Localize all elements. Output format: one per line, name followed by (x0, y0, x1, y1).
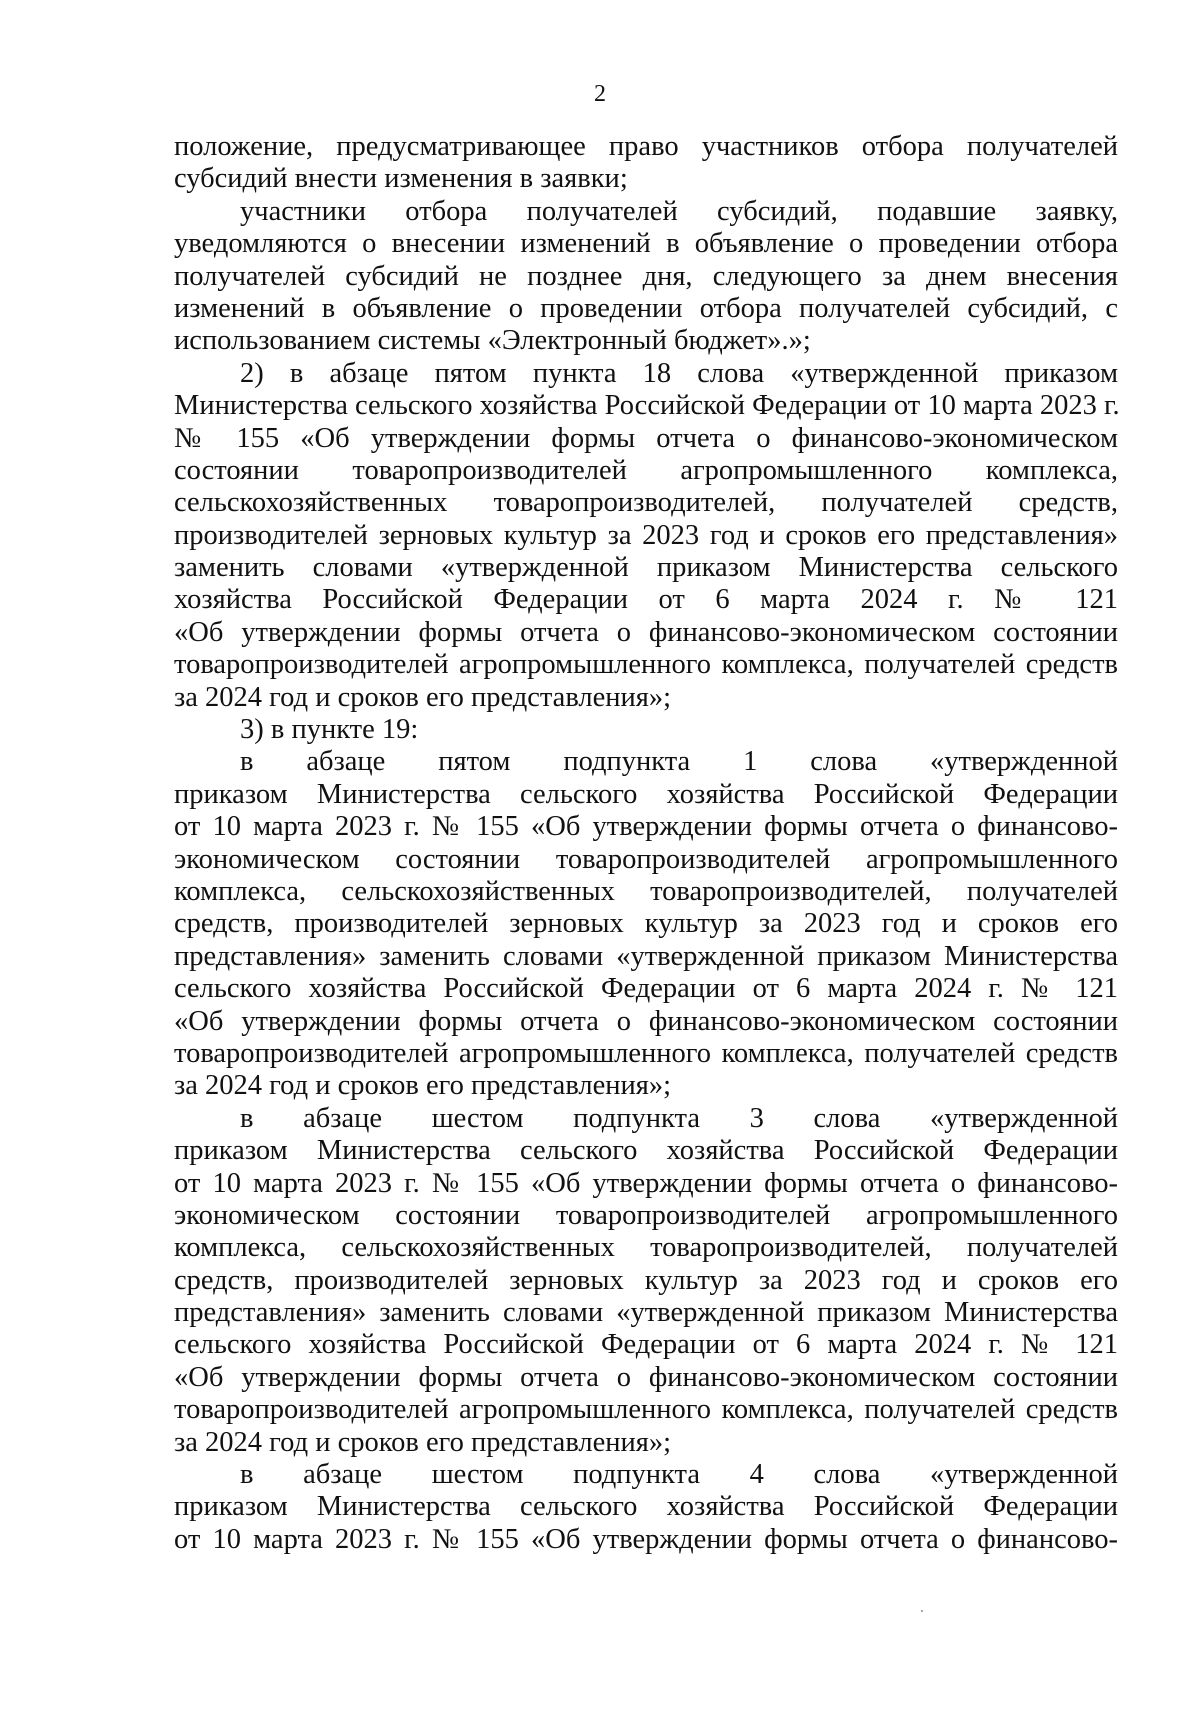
text-line: участники отбора получателей субсидий, подавшие заявку, (240, 195, 1118, 227)
text-line: в абзаце шестом подпункта 4 слова «утвержденной (240, 1459, 1118, 1491)
paragraph (174, 746, 1118, 1102)
text-line: Министерства сельского хозяйства Российской Федерации от 10 марта 2023 г. (174, 390, 1120, 422)
text-line: субсидий внести изменения в заявки; (174, 163, 628, 195)
text-line: сельского хозяйства Российской Федерации от 6 марта 2024 г. № 121 (174, 973, 1118, 1005)
document-body (174, 131, 1118, 1556)
text-line: уведомляются о внесении изменений в объявление о проведении отбора (174, 228, 1118, 260)
text-line: получателей субсидий не позднее дня, следующего за днем внесения (174, 260, 1118, 292)
text-line: сельскохозяйственных товаропроизводителей, получателей средств, (174, 487, 1118, 519)
text-line: сельского хозяйства Российской Федерации от 6 марта 2024 г. № 121 (174, 1329, 1118, 1361)
text-line: приказом Министерства сельского хозяйства Российской Федерации (174, 1135, 1118, 1167)
text-line: хозяйства Российской Федерации от 6 марта 2024 г. № 121 (174, 584, 1118, 616)
text-line: экономическом состоянии товаропроизводителей агропромышленного (174, 843, 1118, 875)
paragraph (174, 714, 1118, 746)
text-line: приказом Министерства сельского хозяйства Российской Федерации (174, 778, 1118, 810)
text-line: товаропроизводителей агропромышленного комплекса, получателей средств (174, 1394, 1118, 1426)
text-line: за 2024 год и сроков его представления»; (174, 1070, 672, 1102)
text-line: за 2024 год и сроков его представления»; (174, 1426, 672, 1458)
text-line: изменений в объявление о проведении отбора получателей субсидий, с (174, 292, 1118, 324)
text-line: использованием системы «Электронный бюджет».»; (174, 325, 811, 357)
text-line: средств, производителей зерновых культур за 2023 год и сроков его (174, 908, 1118, 940)
text-line: приказом Министерства сельского хозяйства Российской Федерации (174, 1491, 1118, 1523)
text-line: представления» заменить словами «утвержденной приказом Министерства (174, 940, 1118, 972)
scan-speck (921, 1610, 923, 1612)
paragraph (174, 196, 1118, 358)
text-line: представления» заменить словами «утвержденной приказом Министерства (174, 1297, 1118, 1329)
paragraph (174, 131, 1118, 196)
text-line: товаропроизводителей агропромышленного комплекса, получателей средств (174, 649, 1118, 681)
text-line: № 155 «Об утверждении формы отчета о финансово-экономическом (174, 422, 1118, 454)
text-line: комплекса, сельскохозяйственных товаропроизводителей, получателей (174, 875, 1118, 907)
text-line: от 10 марта 2023 г. № 155 «Об утверждении формы отчета о финансово- (174, 1167, 1118, 1199)
text-line: за 2024 год и сроков его представления»; (174, 681, 672, 713)
text-line: «Об утверждении формы отчета о финансово-экономическом состоянии (174, 1361, 1118, 1393)
text-line: производителей зерновых культур за 2023 год и сроков его представления» (174, 519, 1118, 551)
text-line: заменить словами «утвержденной приказом Министерства сельского (174, 552, 1118, 584)
paragraph (174, 1103, 1118, 1459)
paragraph (174, 358, 1118, 714)
text-line: «Об утверждении формы отчета о финансово-экономическом состоянии (174, 1005, 1118, 1037)
text-line: комплекса, сельскохозяйственных товаропроизводителей, получателей (174, 1232, 1118, 1264)
text-line: экономическом состоянии товаропроизводителей агропромышленного (174, 1199, 1118, 1231)
page-number: 2 (594, 81, 606, 107)
text-line: от 10 марта 2023 г. № 155 «Об утверждении формы отчета о финансово- (174, 811, 1118, 843)
text-line: «Об утверждении формы отчета о финансово-экономическом состоянии (174, 616, 1118, 648)
text-line: состоянии товаропроизводителей агропромышленного комплекса, (174, 454, 1118, 486)
text-line: от 10 марта 2023 г. № 155 «Об утверждении формы отчета о финансово- (174, 1523, 1118, 1555)
text-line: товаропроизводителей агропромышленного комплекса, получателей средств (174, 1037, 1118, 1069)
paragraph (174, 1459, 1118, 1556)
text-line: положение, предусматривающее право участников отбора получателей (174, 131, 1118, 162)
text-line: в абзаце шестом подпункта 3 слова «утвержденной (240, 1102, 1118, 1134)
text-line: средств, производителей зерновых культур за 2023 год и сроков его (174, 1264, 1118, 1296)
text-line: в абзаце пятом подпункта 1 слова «утвержденной (240, 746, 1118, 778)
text-line: 2) в абзаце пятом пункта 18 слова «утвержденной приказом (240, 357, 1118, 389)
text-line: 3) в пункте 19: (240, 714, 419, 746)
